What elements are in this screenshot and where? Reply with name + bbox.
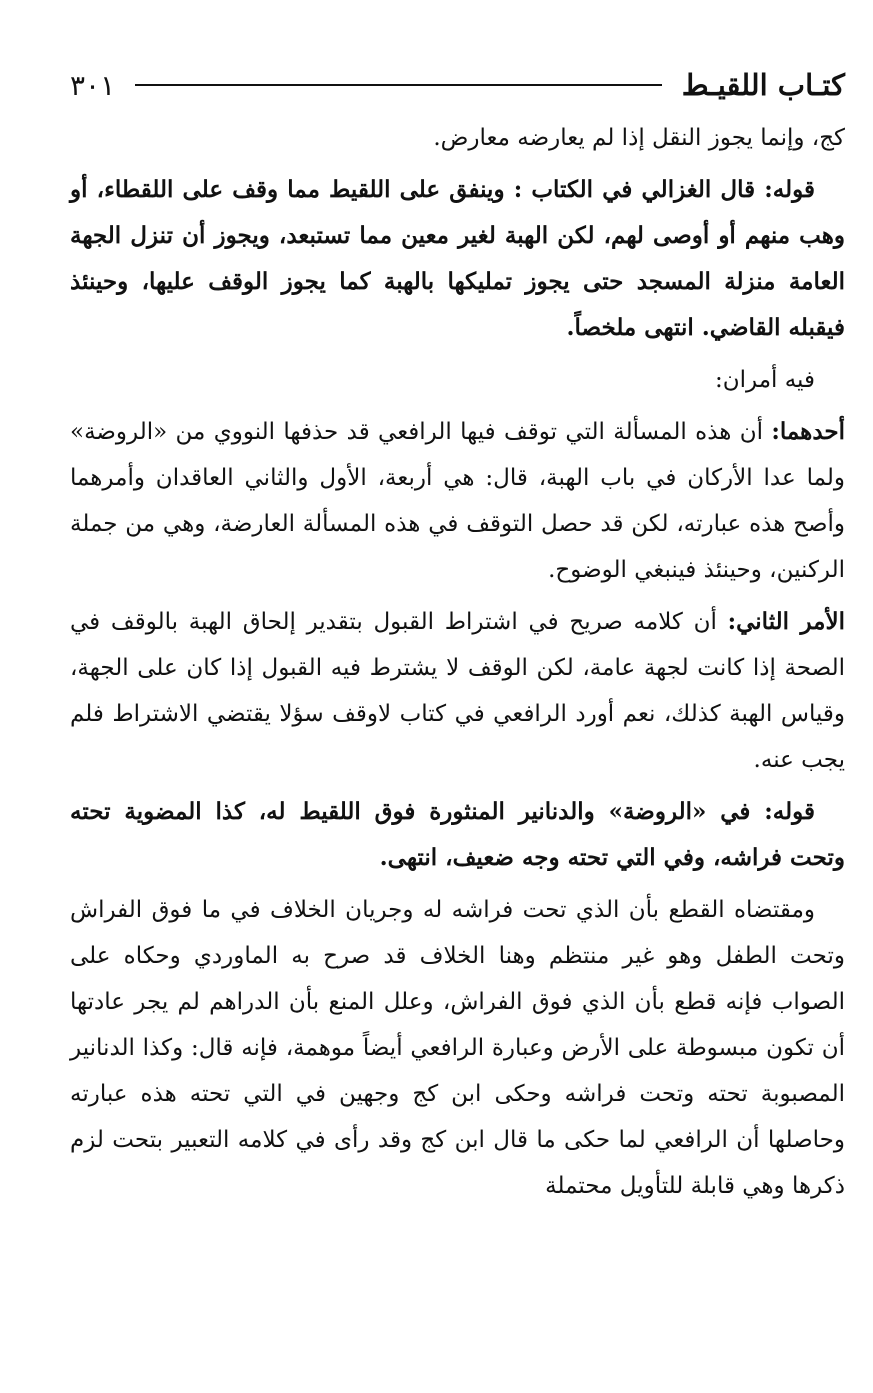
page-number: ٣٠١ bbox=[70, 68, 116, 102]
paragraph-first-matter: أحدهما: أن هذه المسألة التي توقف فيها الرافعي قد حذفها النووي من «الروضة» ولما عدا الأركان في باب الهبة، قال: هي أربعة، الأول والثاني العاقدان وأمرهما وأصح هذه عبارته، لكن قد حصل التوقف في هذه المسألة العارضة، وهي من جملة الركنين، وحينئذ فينبغي الوضوح. bbox=[70, 418, 845, 583]
paragraph-second-matter: الأمر الثاني: أن كلامه صريح في اشتراط القبول بتقدير إلحاق الهبة بالوقف في الصحة إذا كانت لجهة عامة، لكن الوقف لا يشترط فيه القبول إذا كان على الجهة، وقياس الهبة كذلك، نعم أورد الرافعي في كتاب لاوقف سؤلا يقتضي الاشتراط فلم يجب عنه. bbox=[70, 608, 845, 773]
paragraph-continuation: كج، وإنما يجوز النقل إذا لم يعارضه معارض. bbox=[433, 125, 845, 151]
quote-rawda: قوله: في «الروضة» والدنانير المنثورة فوق اللقيط له، كذا المضوية تحته وتحت فراشه، وفي التي تحته وجه ضعيف، انتهى. bbox=[70, 798, 845, 871]
running-header bbox=[70, 55, 845, 115]
lead-first: أحدهما: bbox=[771, 418, 845, 445]
book-page bbox=[70, 55, 845, 1215]
chapter-title: كتـاب اللقيـط bbox=[681, 68, 845, 102]
quote-ghazali: قوله: قال الغزالي في الكتاب : وينفق على اللقيط مما وقف على اللقطاء، أو وهب منهم أو أوصى لهم، لكن الهبة لغير معين مما تستبعد، ويجوز أن تنزل الجهة العامة منزلة المسجد حتى يجوز تمليكها بالهبة كما يجوز الوقف عليها، وحينئذ فيقبله القاضي. انتهى ملخصاً. bbox=[70, 176, 845, 341]
page-body bbox=[70, 115, 845, 1209]
paragraph-commentary: ومقتضاه القطع بأن الذي تحت فراشه له وجريان الخلاف في ما فوق الفراش وتحت الطفل وهو غير منتظم وهنا الخلاف قد صرح به الماوردي وحكاه على الصواب فإنه قطع بأن الذي فوق الفراش، وعلل المنع بأن الدراهم لم يجر عادتها أن تكون مبسوطة على الأرض وعبارة الرافعي أيضاً موهمة، فإنه قال: وكذا الدنانير المصبوبة تحته وتحت فراشه وحكى ابن كج وجهين في التي تحته هذه عبارته وحاصلها أن الرافعي لما حكى ما قال ابن كج وقد رأى في كلامه التعبير بتحت لزم ذكرها وهي قابلة للتأويل محتملة bbox=[70, 897, 846, 1199]
header-rule bbox=[135, 84, 662, 86]
paragraph-two-matters: فيه أمران: bbox=[714, 367, 815, 393]
lead-second: الأمر الثاني: bbox=[727, 608, 845, 635]
